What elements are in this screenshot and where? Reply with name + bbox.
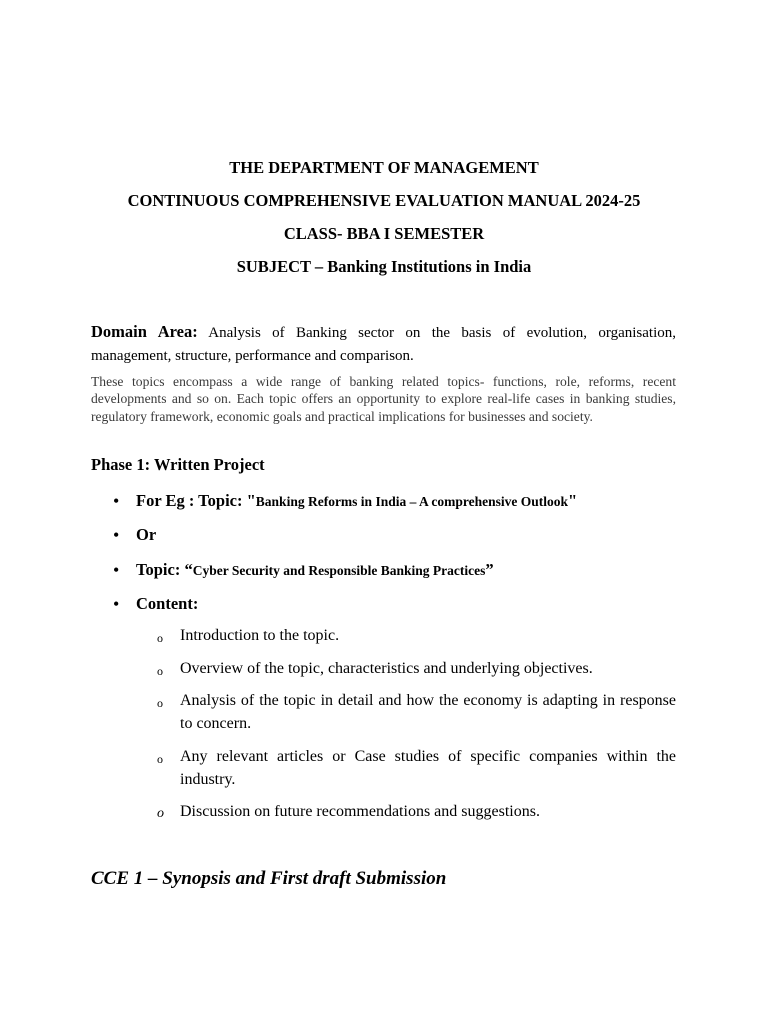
domain-area-paragraph — [91, 320, 676, 368]
content-item: Analysis of the topic in detail and how the economy is adapting in response to concern. — [180, 692, 676, 732]
manual-title: CONTINUOUS COMPREHENSIVE EVALUATION MANUAL 2024-25 — [127, 191, 641, 210]
bullet-suffix: ” — [485, 560, 494, 579]
content-item: Introduction to the topic. — [180, 627, 340, 644]
sub-bullet-marker: o — [157, 696, 163, 710]
bullet-prefix: For Eg : Topic: " — [136, 491, 256, 510]
class-title: CLASS- BBA I SEMESTER — [283, 224, 485, 243]
bullet-marker: • — [113, 594, 120, 614]
sub-bullet-marker: o — [157, 806, 164, 821]
topics-description: These topics encompass a wide range of banking related topics- functions, role, reforms, recent developments and so on. Each topic offers an opportunity to explore real-life cases in banking studies, regulatory framework, economic goals and practical implications for businesses and society. — [91, 374, 676, 424]
topic-title: Banking Reforms in India – A comprehensive Outlook — [255, 494, 568, 509]
bullet-prefix: Topic: “ — [136, 560, 193, 579]
bullet-suffix: " — [567, 491, 578, 510]
content-item: Overview of the topic, characteristics and underlying objectives. — [180, 660, 593, 677]
domain-area-text: Analysis of Banking sector on the basis of evolution, organisation, management, structure, performance and comparison. — [91, 325, 676, 364]
subject-title: SUBJECT – Banking Institutions in India — [236, 257, 532, 276]
domain-area-label: Domain Area: — [91, 322, 198, 341]
sub-bullet-marker: o — [157, 752, 163, 766]
bullet-marker: • — [113, 525, 120, 545]
bullet-marker: • — [113, 560, 120, 580]
topic-title: Cyber Security and Responsible Banking Practices — [192, 563, 486, 578]
bullet-example-topic — [136, 491, 577, 512]
bullet-or: Or — [136, 525, 157, 544]
sub-bullet-marker: o — [157, 631, 163, 645]
content-item: Discussion on future recommendations and suggestions. — [180, 803, 540, 820]
cce-heading: CCE 1 – Synopsis and First draft Submission — [91, 868, 447, 889]
bullet-marker: • — [113, 491, 120, 511]
phase-title: Phase 1: Written Project — [91, 455, 265, 474]
content-item: Any relevant articles or Case studies of specific companies within the industry. — [180, 748, 676, 788]
bullet-second-topic — [136, 560, 494, 581]
sub-bullet-marker: o — [157, 664, 163, 678]
bullet-content: Content: — [136, 594, 199, 613]
department-title: THE DEPARTMENT OF MANAGEMENT — [229, 158, 539, 177]
